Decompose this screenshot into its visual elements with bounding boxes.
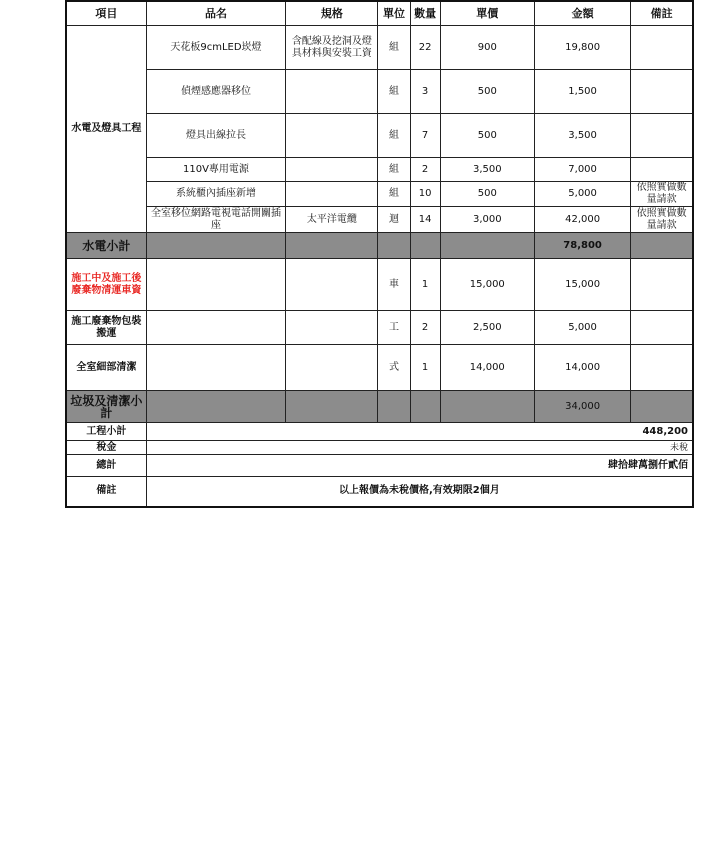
total-amount: 448,200 (146, 423, 693, 441)
item-note: 依照實做數量請款 (631, 182, 693, 207)
item-qty: 2 (410, 311, 440, 345)
item-name: 燈具出線拉長 (146, 114, 285, 158)
remark-row (66, 477, 693, 507)
item-name: 天花板9cmLED崁燈 (146, 26, 285, 70)
item-spec: 含配線及挖洞及燈具材料與安裝工資 (286, 26, 378, 70)
subtotal-label: 垃圾及清潔小計 (66, 391, 146, 423)
item-price: 500 (440, 182, 534, 207)
item-amount: 3,500 (534, 114, 630, 158)
item-unit: 組 (378, 114, 410, 158)
item-spec (286, 182, 378, 207)
item-price: 3,000 (440, 207, 534, 233)
header-name: 品名 (146, 1, 285, 26)
item-amount: 19,800 (534, 26, 630, 70)
item-unit: 組 (378, 26, 410, 70)
item-name: 110V專用電源 (146, 158, 285, 182)
item-note (631, 114, 693, 158)
item-unit: 組 (378, 158, 410, 182)
item-qty: 10 (410, 182, 440, 207)
header-spec: 規格 (286, 1, 378, 26)
table-row (66, 259, 693, 311)
item-title: 施工中及施工後廢棄物清運車資 (66, 259, 146, 311)
item-unit: 式 (378, 345, 410, 391)
item-unit: 組 (378, 182, 410, 207)
item-qty: 3 (410, 70, 440, 114)
header-unit: 單位 (378, 1, 410, 26)
header-note: 備註 (631, 1, 693, 26)
item-amount: 15,000 (534, 259, 630, 311)
subtotal-amount: 78,800 (534, 233, 630, 259)
item-price: 500 (440, 70, 534, 114)
table-row (66, 158, 693, 182)
header-qty: 數量 (410, 1, 440, 26)
item-price: 14,000 (440, 345, 534, 391)
grand-total-row (66, 455, 693, 477)
table-row (66, 182, 693, 207)
remark-text: 以上報價為未稅價格,有效期限2個月 (146, 477, 693, 507)
item-spec (286, 70, 378, 114)
item-note: 依照實做數量請款 (631, 207, 693, 233)
item-qty: 14 (410, 207, 440, 233)
item-name: 全室移位網路電視電話開關插座 (146, 207, 285, 233)
table-row (66, 26, 693, 70)
table-row (66, 345, 693, 391)
item-unit: 迴 (378, 207, 410, 233)
header-item: 項目 (66, 1, 146, 26)
item-spec (286, 114, 378, 158)
total-row (66, 423, 693, 441)
item-amount: 5,000 (534, 311, 630, 345)
item-amount: 7,000 (534, 158, 630, 182)
grand-label: 總計 (66, 455, 146, 477)
grand-total-text: 肆拾肆萬捌仟貳佰 (146, 455, 693, 477)
item-note (631, 158, 693, 182)
item-name: 偵煙感應器移位 (146, 70, 285, 114)
item-spec (286, 158, 378, 182)
item-qty: 22 (410, 26, 440, 70)
item-title: 全室細部清潔 (66, 345, 146, 391)
item-note (631, 70, 693, 114)
item-price: 900 (440, 26, 534, 70)
section1-title: 水電及燈具工程 (66, 26, 146, 233)
table-row (66, 114, 693, 158)
tax-row (66, 441, 693, 455)
header-row (66, 1, 693, 26)
item-amount: 42,000 (534, 207, 630, 233)
subtotal-row-cleaning (66, 391, 693, 423)
table-row (66, 70, 693, 114)
item-amount: 1,500 (534, 70, 630, 114)
item-qty: 7 (410, 114, 440, 158)
item-price: 15,000 (440, 259, 534, 311)
tax-value: 未稅 (146, 441, 693, 455)
subtotal-label: 水電小計 (66, 233, 146, 259)
item-name: 系統櫃內插座新增 (146, 182, 285, 207)
table-row (66, 207, 693, 233)
item-qty: 1 (410, 259, 440, 311)
item-amount: 5,000 (534, 182, 630, 207)
header-amount: 金額 (534, 1, 630, 26)
item-title: 施工廢棄物包裝搬運 (66, 311, 146, 345)
total-label: 工程小計 (66, 423, 146, 441)
item-price: 3,500 (440, 158, 534, 182)
item-unit: 組 (378, 70, 410, 114)
item-spec: 太平洋電纜 (286, 207, 378, 233)
item-qty: 1 (410, 345, 440, 391)
header-price: 單價 (440, 1, 534, 26)
item-amount: 14,000 (534, 345, 630, 391)
subtotal-row-electrical (66, 233, 693, 259)
table-row (66, 311, 693, 345)
item-note (631, 26, 693, 70)
item-qty: 2 (410, 158, 440, 182)
tax-label: 稅金 (66, 441, 146, 455)
subtotal-amount: 34,000 (534, 391, 630, 423)
item-price: 500 (440, 114, 534, 158)
item-unit: 工 (378, 311, 410, 345)
item-unit: 車 (378, 259, 410, 311)
item-price: 2,500 (440, 311, 534, 345)
remark-label: 備註 (66, 477, 146, 507)
quotation-table (65, 0, 694, 508)
